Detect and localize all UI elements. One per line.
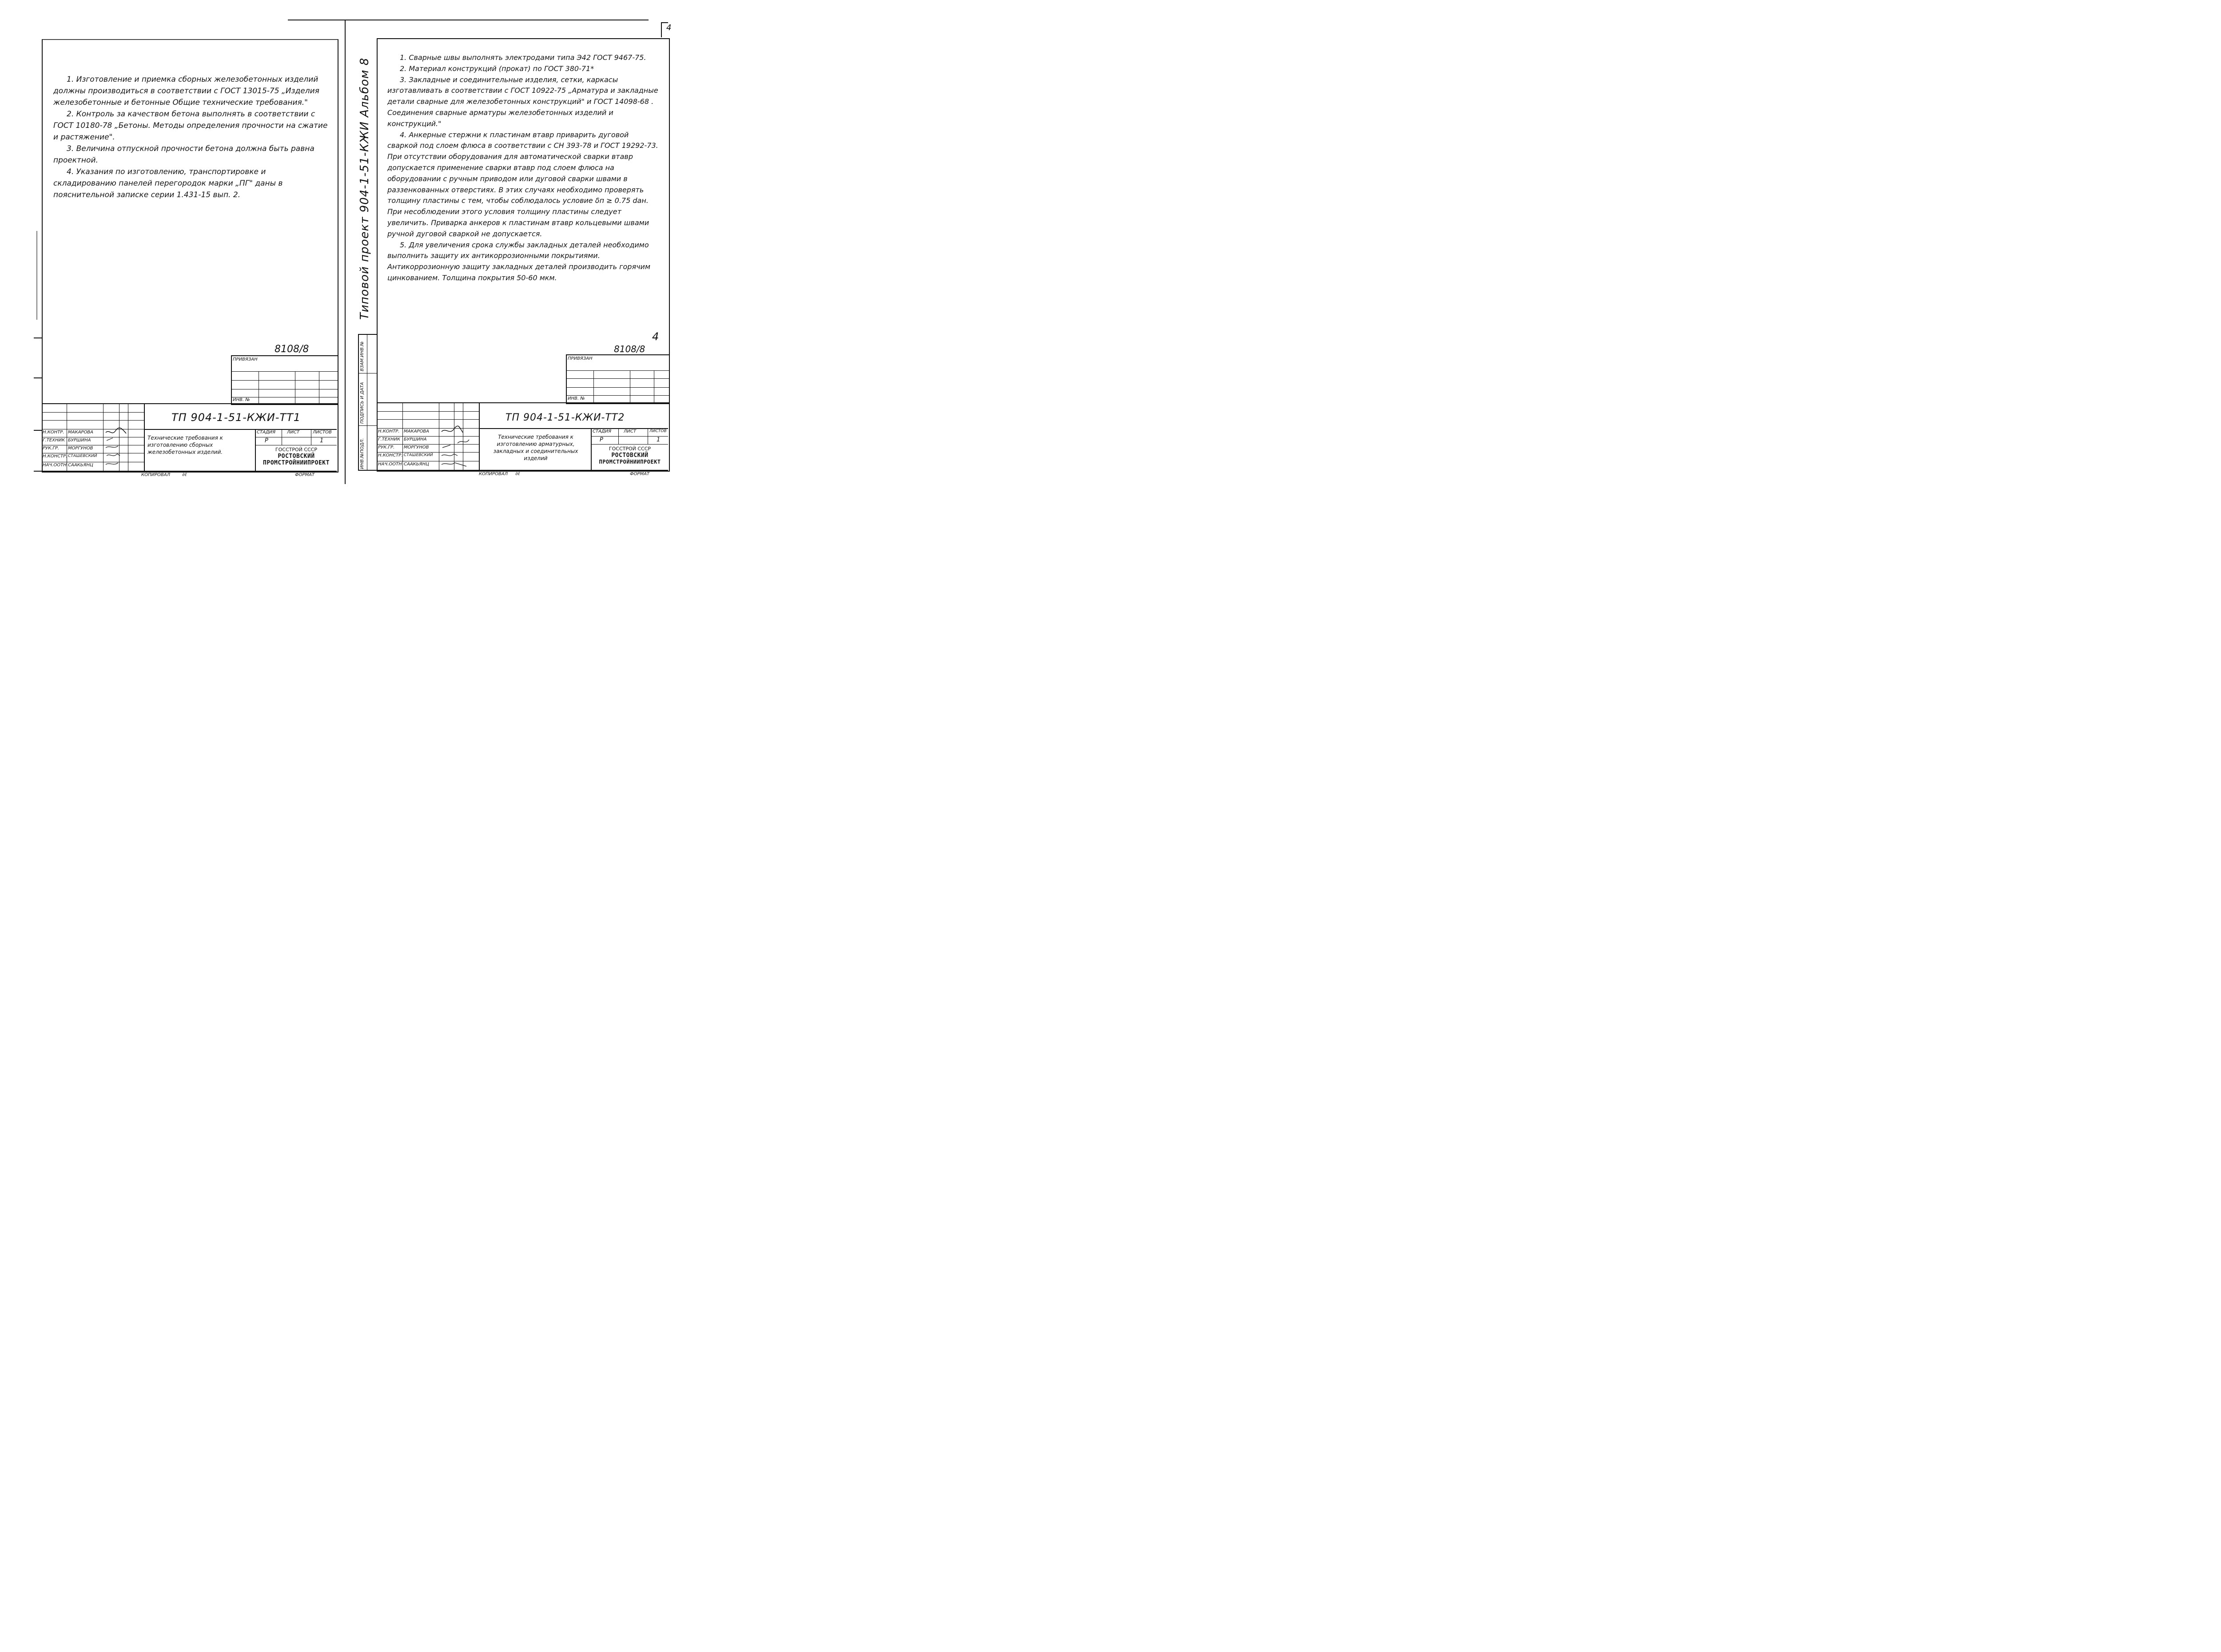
- left-notes: [53, 74, 330, 201]
- left-signatures: [104, 427, 144, 471]
- right-page-number: 4: [652, 330, 659, 343]
- right-role-2: Г.ТЕХНИК: [378, 437, 401, 442]
- right-name-2: БУРШИНА: [404, 437, 427, 442]
- right-role-3: РУК.ГР.: [378, 445, 395, 450]
- right-role-4: Н.КОНСТР.: [378, 453, 403, 458]
- left-note-3: 3. Величина отпускной прочности бетона должна быть равна проектной.: [53, 144, 314, 165]
- right-doc-number: ТП 904-1-51-КЖИ-ТТ2: [505, 412, 625, 423]
- left-copied-signature: ∂ℓ: [182, 472, 187, 477]
- right-stage-value: Р: [600, 437, 603, 443]
- right-side-field-signature: ПОДПИСЬ И ДАТА: [360, 382, 365, 424]
- left-note-2: 2. Контроль за качеством бетона выполнять в соответствии с ГОСТ 10180-78 „Бетоны. Методы определения прочности на сжатие и растяжение".: [53, 110, 328, 142]
- left-name-4: СТАШЕВСКИЙ: [68, 454, 97, 458]
- right-sheet-title: Технические требования к изготовлению арматурных, закладных и соединительных изделий: [493, 434, 578, 461]
- left-role-3: РУК.ГР.: [43, 446, 60, 451]
- left-role-2: Г.ТЕХНИК: [43, 438, 65, 443]
- left-sheet-title: Технические требования к изготовлению сборных железобетонных изделий.: [147, 435, 223, 455]
- right-note-3: 3. Закладные и соединительные изделия, сетки, каркасы изготавливать в соответствии с ГОСТ 10922-75 „Арматура и закладные детали сварные для железобетонных конструкций" и ГОСТ 14098-68 . Соединения сварные арматуры железобетонных изделий и конструкций.": [387, 75, 658, 128]
- right-signatures: [440, 425, 479, 470]
- right-copied-signature: ∂ℓ: [515, 471, 520, 477]
- left-margin-tick: [34, 377, 42, 378]
- page-number-corner: 4: [666, 23, 672, 32]
- left-margin-tick: [34, 430, 42, 431]
- page-corner-mark: [661, 22, 662, 37]
- right-notes: [387, 52, 659, 284]
- right-inv-label: ИНВ. №: [568, 396, 585, 401]
- left-stage-header: СТАДИЯ: [257, 430, 276, 435]
- left-organization: ГОССТРОЙ СССР РОСТОВСКИЙ ПРОМСТРОЙНИИПРОЕКТ: [263, 447, 330, 466]
- right-side-field-replace: ВЗАМ.ИНВ.№: [360, 341, 365, 371]
- right-name-1: МАКАРОВА: [404, 429, 430, 434]
- right-role-5: НАЧ.ООТН: [378, 462, 402, 467]
- left-name-5: СААКЬЯНЦ: [68, 463, 93, 468]
- left-name-3: МОРГУНОВ: [68, 446, 93, 451]
- left-name-1: МАКАРОВА: [68, 430, 94, 435]
- right-sheets-total: 1: [657, 437, 661, 443]
- right-sheet-header: ЛИСТ: [624, 429, 637, 434]
- left-role-1: Н.КОНТР.: [43, 430, 64, 435]
- left-privyazan-label: ПРИВЯЗАН: [233, 357, 258, 362]
- left-role-4: Н.КОНСТР.: [43, 454, 68, 459]
- right-name-3: МОРГУНОВ: [404, 445, 429, 450]
- right-side-field-inv: ИНВ.№ПОДЛ.: [360, 438, 365, 469]
- left-sheets-header: ЛИСТОВ: [313, 430, 332, 435]
- right-sheet-code: 8108/8: [614, 344, 645, 354]
- right-note-5: 5. Для увеличения срока службы закладных деталей необходимо выполнить защиту их антикоррозионными покрытиями. Антикоррозионную защиту закладных деталей производить горячим цинкованием. Толщина покрытия 50-60 мкм.: [387, 240, 651, 282]
- left-copied-label: КОПИРОВАЛ: [141, 473, 171, 477]
- left-note-1: 1. Изготовление и приемка сборных железобетонных изделий должны производиться в соответствии с ГОСТ 13015-75 „Изделия железобетонные и бетонные Общие технические требования.": [53, 75, 319, 107]
- left-sheets-total: 1: [320, 437, 324, 444]
- left-sheet-header: ЛИСТ: [287, 430, 300, 435]
- right-sheets-header: ЛИСТОВ: [649, 429, 667, 433]
- left-doc-number: ТП 904-1-51-КЖИ-ТТ1: [171, 411, 301, 424]
- left-margin-mark: [36, 231, 37, 320]
- right-copied-label: КОПИРОВАЛ: [479, 472, 508, 477]
- left-role-5: НАЧ.ООТН: [43, 463, 67, 468]
- right-stage-header: СТАДИЯ: [593, 429, 612, 434]
- left-note-4: 4. Указания по изготовлению, транспортировке и складированию панелей перегородок марки „ПГ" даны в пояснительной записке серии 1.431-15 вып. 2.: [53, 167, 283, 199]
- right-privyazan-label: ПРИВЯЗАН: [568, 356, 593, 361]
- right-role-1: Н.КОНТР.: [378, 429, 400, 434]
- left-name-2: БУРШИНА: [68, 438, 91, 443]
- left-format-label: ФОРМАТ: [295, 473, 315, 477]
- right-organization: ГОССТРОЙ СССР РОСТОВСКИЙ ПРОМСТРОЙНИИПРОЕКТ: [599, 446, 661, 465]
- left-stage-value: Р: [265, 437, 268, 444]
- center-fold-line: [345, 20, 346, 484]
- left-sheet-code: 8108/8: [275, 344, 309, 355]
- left-inv-label: ИНВ. №: [233, 397, 250, 402]
- right-note-1: 1. Сварные швы выполнять электродами типа Э42 ГОСТ 9467-75.: [400, 53, 646, 62]
- right-note-4: 4. Анкерные стержни к пластинам втавр приварить дуговой сваркой под слоем флюса в соответствии с СН 393-78 и ГОСТ 19292-73. При отсутствии оборудования для автоматической сварки втавр допускается применение сварки втавр под слоем флюса на оборудовании с ручным приводом или дуговой сварки швами в раззенкованных отверстиях. В этих случаях необходимо проверять толщину пластины с тем, чтобы соблюдалось условие δп ≥ 0.75 dан. При несоблюдении этого условия толщину пластины следует увеличить. Приварка анкеров к пластинам втавр кольцевыми швами ручной дуговой сваркой не допускается.: [387, 130, 658, 238]
- right-name-4: СТАШЕВСКИЙ: [404, 453, 433, 457]
- right-name-5: СААКЬЯНЦ: [404, 462, 429, 467]
- right-format-label: ФОРМАТ: [630, 472, 650, 477]
- right-note-2: 2. Материал конструкций (прокат) по ГОСТ 380-71*: [400, 64, 594, 73]
- album-caption: Типовой проект 904-1-51-КЖИ Альбом 8: [358, 57, 371, 320]
